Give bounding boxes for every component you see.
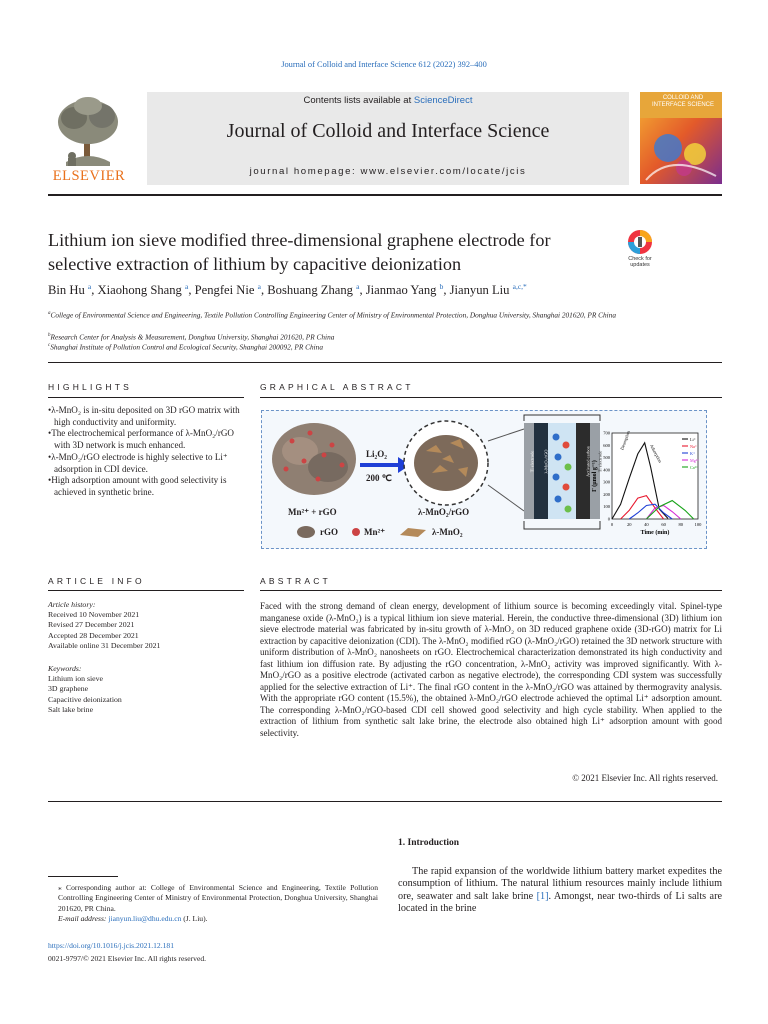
- footnote-divider: [48, 876, 118, 877]
- x-axis-label: Time (min): [640, 530, 670, 536]
- adsorption-chart: [591, 429, 702, 536]
- check-for-updates-label: Check for updates: [628, 256, 652, 268]
- y-axis-label: Γ (μmol g⁻¹): [592, 460, 598, 492]
- article-title: Lithium ion sieve modified three-dimensional graphene electrode for selective extraction of lithium by capacitive deionization: [48, 230, 551, 274]
- ga-legend-mno2: λ-MnO₂: [432, 527, 463, 537]
- journal-reference-link[interactable]: Journal of Colloid and Interface Science 612 (2022) 392–400: [281, 60, 487, 69]
- affiliation-marker: c: [48, 343, 51, 348]
- mn-ion-legend-icon: [352, 528, 360, 536]
- publisher-name: ELSEVIER: [52, 168, 126, 184]
- footnote-marker: ⁎: [58, 883, 62, 892]
- article-info-divider: [48, 590, 244, 591]
- email-label: E-mail address:: [58, 913, 107, 923]
- issn-copyright: 0021-9797/© 2021 Elsevier Inc. All rights reserved.: [48, 954, 207, 963]
- homepage-prefix: journal homepage:: [249, 166, 361, 177]
- legend-label: Na⁺: [690, 444, 698, 449]
- copyright-notice: © 2021 Elsevier Inc. All rights reserved.: [572, 773, 718, 783]
- intro-text-tail: . Amongst, near two-thirds of Li salts are located in the brine: [398, 890, 722, 915]
- y-tick-label: 700: [603, 430, 610, 436]
- homepage-url-link[interactable]: www.elsevier.com/locate/jcis: [360, 166, 527, 177]
- author-name[interactable]: Jianmao Yang: [365, 283, 437, 298]
- y-tick-label: 100: [603, 504, 610, 510]
- keyword: Lithium ion sieve: [48, 674, 104, 684]
- keyword: Capacitive deionization: [48, 694, 122, 704]
- ga-electrode-right: Activated carbon: [585, 446, 591, 477]
- article-history-label: Article history:: [48, 600, 96, 609]
- author-name[interactable]: Jianyun Liu: [449, 283, 510, 298]
- keyword: 3D graphene: [48, 684, 89, 694]
- ga-left-label: Mn²⁺ + rGO: [288, 507, 337, 517]
- journal-name: Journal of Colloid and Interface Science: [226, 120, 550, 142]
- affiliation-marker: b: [48, 333, 51, 338]
- author-name[interactable]: Bin Hu: [48, 283, 85, 298]
- author-name[interactable]: Xiaohong Shang: [97, 283, 182, 298]
- highlights-list: [48, 405, 248, 499]
- abstract-heading: ABSTRACT: [260, 576, 331, 586]
- citation-link[interactable]: [1]: [536, 890, 549, 902]
- author-name[interactable]: Pengfei Nie: [194, 283, 255, 298]
- footnote-text: Corresponding author at: College of Environmental Science and Engineering, Textile Pollution Controlling Engineering Center of Ministry of Environmental Protection, Donghua University, Shanghai 201620, PR China.: [58, 883, 378, 913]
- history-accepted: Accepted 28 December 2021: [48, 630, 139, 640]
- cover-title: COLLOID AND INTERFACE SCIENCE: [651, 95, 714, 108]
- doi-link[interactable]: https://doi.org/10.1016/j.jcis.2021.12.181: [48, 941, 175, 950]
- lambda-mno2-rgo-illustration: [404, 421, 488, 505]
- y-tick-label: 0: [607, 516, 610, 522]
- journal-cover-image[interactable]: [640, 92, 722, 184]
- author-separator: ,: [443, 283, 450, 298]
- ga-right-label: λ-MnO₂/rGO: [418, 507, 470, 517]
- ga-electrode-left: Ti electrode: [529, 450, 535, 473]
- highlights-heading: HIGHLIGHTS: [48, 382, 132, 392]
- x-tick-label: 60: [661, 522, 666, 527]
- annotation-adsorption: Adsorption: [648, 443, 663, 464]
- rgo-legend-icon: [297, 526, 315, 538]
- highlight-item: • The electrochemical performance of λ-MnO₂/rGO with 3D network is much enhanced.: [48, 428, 248, 451]
- x-tick-label: 100: [694, 522, 702, 527]
- intro-text: The rapid expansion of the worldwide lithium battery market expedites the consumption of lithium. The natural lithium resources mainly include lithium ore, seawater and salt lake brine: [398, 866, 722, 902]
- y-tick-label: 500: [603, 455, 610, 461]
- elsevier-logo[interactable]: [48, 92, 130, 184]
- introduction-paragraph: [398, 866, 722, 916]
- ga-legend-mn: Mn²⁺: [364, 527, 385, 537]
- history-online: Available online 31 December 2021: [48, 640, 161, 650]
- email-suffix: (J. Liu).: [183, 913, 208, 923]
- header-divider: [48, 194, 722, 196]
- journal-homepage: [147, 166, 629, 177]
- author-separator: ,: [91, 283, 98, 298]
- ga-electrode-far: Ti electrode: [597, 450, 603, 473]
- sciencedirect-link[interactable]: ScienceDirect: [413, 95, 473, 106]
- y-tick-label: 300: [603, 479, 610, 485]
- rgo-sponge-illustration: [272, 423, 356, 495]
- highlight-item: • High adsorption amount with good selectivity is achieved in synthetic brine.: [48, 475, 248, 498]
- author-affiliation-marker[interactable]: a: [356, 282, 360, 291]
- history-received: Received 10 November 2021: [48, 610, 140, 620]
- legend-label: Ca²⁺: [690, 465, 699, 470]
- author-affiliation-marker[interactable]: a: [185, 282, 189, 291]
- article-info-block: [48, 600, 244, 715]
- graphical-abstract-divider: [260, 397, 722, 398]
- x-tick-label: 20: [626, 522, 632, 527]
- email-link[interactable]: jianyun.liu@dhu.edu.cn: [108, 913, 182, 923]
- y-tick-label: 400: [603, 467, 610, 473]
- x-tick-label: 40: [644, 522, 649, 527]
- x-tick-label: 0: [610, 522, 614, 527]
- keyword: Salt lake brine: [48, 704, 94, 714]
- author-separator: ,: [260, 283, 268, 298]
- affiliation-text: Shanghai Institute of Pollution Control and Ecological Security, Shanghai 200092, PR China: [50, 342, 323, 352]
- legend-label: Li⁺: [690, 437, 696, 442]
- lambda-mno2-legend-icon: [400, 528, 426, 537]
- abstract-text: Faced with the strong demand of clean energy, development of lithium source is becoming exceedingly vital. Spinel-type manganese oxide (λ-MnO₂) is a typical lithium ion sieve material. Herein, the conductive three-dimensional (3D) lithium ion sieve electrode material was fabricated by in-situ growth of λ-MnO₂ on 3D reduced graphene oxide (3D-rGO) matrix for Li extraction by capacitive deionization (CDI). The λ-MnO₂ modified rGO (λ-MnO₂/rGO) retained the 3D network structure with uniform distribution of λ-MnO₂ nanosheets on rGO. Electrochemical characterization demonstrated its high conductivity and fast lithium ion diffusion rate. By adjusting the rGO concentration, λ-MnO₂ activity was improved significantly. With λ-MnO₂/rGO as a positive electrode (activated carbon as negative electrode), the corresponding CDI system was successfully applied for the selective extraction of Li⁺. The final rGO content in the λ-MnO₂/rGO was attained by thermogravity analysis. With the appropriate rGO content (15.5%), the obtained λ-MnO₂/rGO electrode achieved the optimal Li⁺ adsorption amount. The corresponding λ-MnO₂/rGO-based CDI cell showed good selectivity and high cycle stability. When applied to the extraction of lithium from synthetic salt lake brine, the electrode also obtained high Li⁺ adsorption amount with good selectivity.: [260, 601, 722, 739]
- ga-reagent-label: Li₂O₂: [366, 449, 387, 459]
- legend-label: Mg²⁺: [690, 458, 700, 463]
- article-info-heading: ARTICLE INFO: [48, 576, 145, 586]
- introduction-heading: 1. Introduction: [398, 838, 460, 848]
- author-name[interactable]: Boshuang Zhang: [267, 283, 353, 298]
- ga-legend-rgo: rGO: [320, 527, 338, 537]
- affiliation-text: Research Center for Analysis & Measurement, Donghua University, Shanghai 201620, PR China: [50, 332, 335, 342]
- abstract-end-divider: [48, 801, 722, 802]
- author-affiliation-marker[interactable]: a: [257, 282, 261, 291]
- affiliation-c: [48, 341, 722, 353]
- annotation-desorption: Desorption: [619, 430, 631, 451]
- author-affiliation-marker[interactable]: b: [439, 282, 444, 291]
- ga-temperature-label: 200 ℃: [366, 473, 392, 483]
- author-separator: ,: [359, 283, 366, 298]
- y-tick-label: 600: [603, 442, 610, 448]
- y-tick-label: 200: [603, 491, 610, 497]
- affiliation-marker: a: [48, 311, 51, 316]
- contents-prefix: Contents lists available at: [303, 95, 412, 106]
- contents-line: [147, 95, 629, 106]
- corresponding-author-footnote: [48, 883, 378, 924]
- graphical-abstract-heading: GRAPHICAL ABSTRACT: [260, 382, 414, 392]
- history-revised: Revised 27 December 2021: [48, 620, 135, 630]
- affiliation-a: [48, 309, 722, 321]
- highlights-divider: [48, 397, 244, 398]
- legend-label: K⁺: [690, 451, 696, 456]
- x-tick-label: 80: [678, 522, 684, 527]
- author-affiliation-marker[interactable]: a: [87, 282, 92, 291]
- author-separator: ,: [188, 283, 195, 298]
- abstract-divider: [260, 590, 722, 591]
- crossmark-icon: [620, 228, 660, 258]
- keywords-label: Keywords:: [48, 664, 82, 674]
- ga-electrode-mid: λ-MnO₂/rGO: [543, 449, 549, 474]
- author-affiliation-marker[interactable]: a,c,*: [512, 282, 527, 291]
- graphical-abstract-figure[interactable]: [261, 410, 707, 549]
- affiliations-divider: [48, 362, 722, 363]
- author-list: [48, 282, 722, 298]
- highlight-item: • λ-MnO₂/rGO electrode is highly selective to Li⁺ adsorption in CDI device.: [48, 452, 248, 475]
- highlight-item: • λ-MnO₂ is in-situ deposited on 3D rGO matrix with high conductivity and uniformity.: [48, 405, 248, 428]
- affiliation-text: College of Environmental Science and Engineering, Textile Pollution Controlling Engineering Center of Ministry of Environmental Protection, Donghua University, Shanghai 201620, PR China: [50, 310, 617, 320]
